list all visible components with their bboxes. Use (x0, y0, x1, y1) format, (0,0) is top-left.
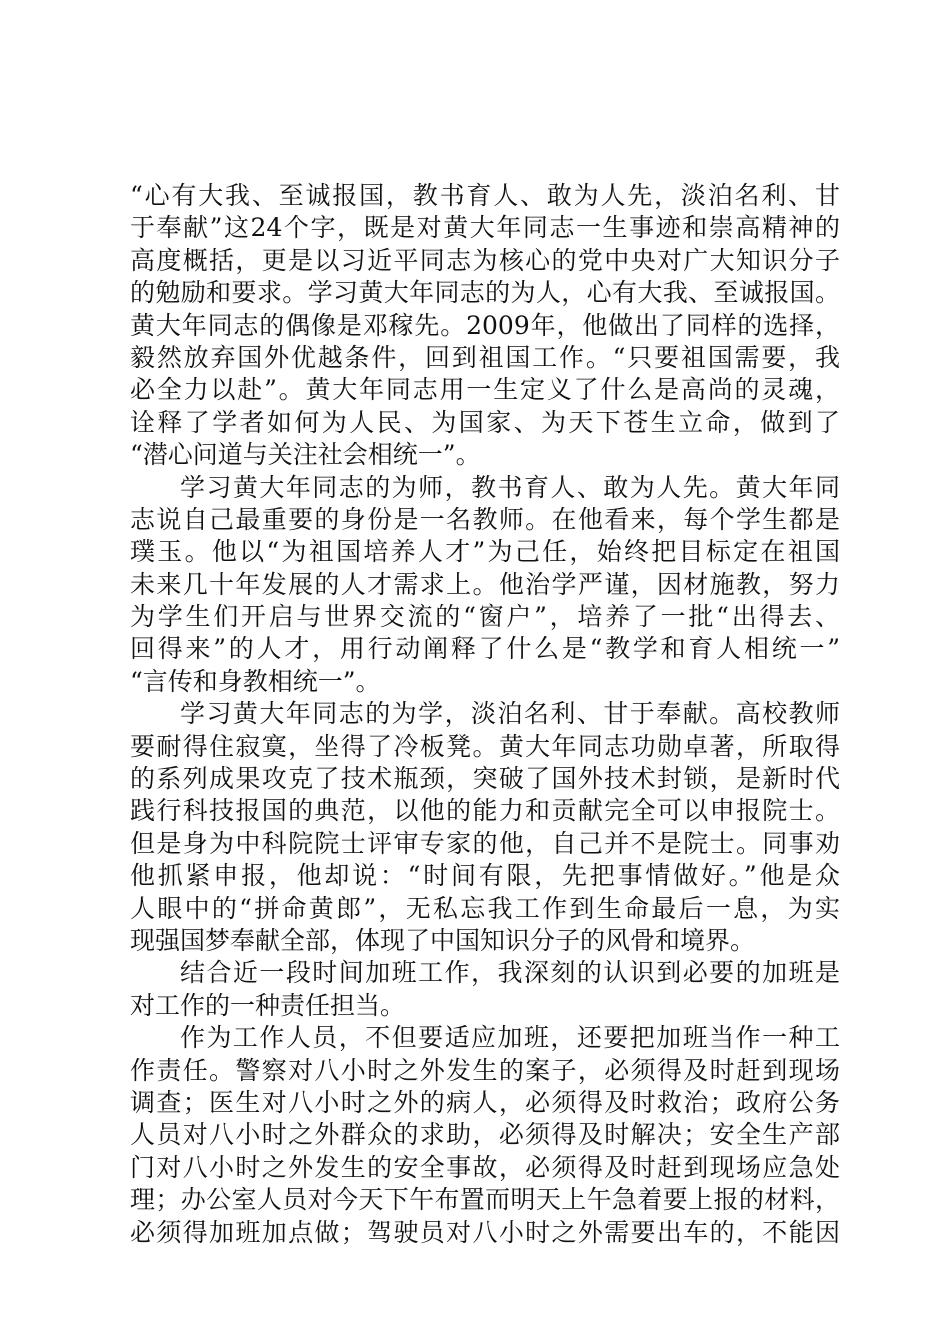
text-line: 作责任。警察对八小时之外发生的案子，必须得及时赶到现场 (130, 1055, 840, 1085)
text-line: 志说自己最重要的身份是一名教师。在他看来，每个学生都是 (130, 504, 840, 534)
paragraph-first-line: 学习黄大年同志的为师，教书育人、敢为人先。黄大年同 (180, 472, 840, 502)
text-line: 他抓紧申报，他却说：“时间有限，先把事情做好。”他是众 (130, 861, 840, 891)
text-line: 于奉献”这24个字，既是对黄大年同志一生事迹和崇高精神的 (130, 213, 840, 243)
paragraph-first-line: 学习黄大年同志的为学，淡泊名利、甘于奉献。高校教师 (180, 699, 840, 729)
text-line: 人眼中的“拼命黄郎”，无私忘我工作到生命最后一息，为实 (130, 893, 840, 923)
text-line: 要耐得住寂寞，坐得了冷板凳。黄大年同志功勋卓著，所取得 (130, 731, 840, 761)
text-line: 毅然放弃国外优越条件，回到祖国工作。“只要祖国需要，我 (130, 342, 840, 372)
paragraph-first-line: 结合近一段时间加班工作，我深刻的认识到必要的加班是 (180, 958, 840, 988)
paragraph-first-line: 作为工作人员，不但要适应加班，还要把加班当作一种工 (180, 1023, 840, 1053)
text-line: 现强国梦奉献全部，体现了中国知识分子的风骨和境界。 (130, 925, 756, 955)
text-line: 但是身为中科院院士评审专家的他，自己并不是院士。同事劝 (130, 828, 840, 858)
text-line: 的系列成果攻克了技术瓶颈，突破了国外技术封锁，是新时代 (130, 764, 840, 794)
text-line: 璞玉。他以“为祖国培养人才”为己任，始终把目标定在祖国 (130, 537, 840, 567)
text-line: “心有大我、至诚报国，教书育人、敢为人先，淡泊名利、甘 (130, 181, 840, 210)
text-line: 黄大年同志的偶像是邓稼先。2009年，他做出了同样的选择， (130, 310, 840, 340)
text-line: 的勉励和要求。学习黄大年同志的为人，心有大我、至诚报国。 (130, 278, 840, 308)
text-line: 人员对八小时之外群众的求助，必须得及时解决；安全生产部 (130, 1120, 840, 1150)
body-text (130, 180, 840, 1249)
text-line: “潜心问道与关注社会相统一”。 (130, 440, 481, 470)
text-line: 必全力以赴”。黄大年同志用一生定义了什么是高尚的灵魂， (130, 375, 840, 405)
text-line: 未来几十年发展的人才需求上。他治学严谨，因材施教，努力 (130, 569, 840, 599)
text-line: 调查；医生对八小时之外的病人，必须得及时救治；政府公务 (130, 1087, 840, 1117)
text-line: 高度概括，更是以习近平同志为核心的党中央对广大知识分子 (130, 245, 840, 275)
text-line: 必须得加班加点做；驾驶员对八小时之外需要出车的，不能因 (130, 1217, 840, 1247)
text-line: 门对八小时之外发生的安全事故，必须得及时赶到现场应急处 (130, 1152, 840, 1182)
text-line: 理；办公室人员对今天下午布置而明天上午急着要上报的材料， (130, 1185, 840, 1215)
text-line: 对工作的一种责任担当。 (130, 990, 406, 1020)
text-line: “言传和身教相统一”。 (130, 666, 381, 696)
text-line: 为学生们开启与世界交流的“窗户”，培养了一批“出得去、 (130, 602, 840, 632)
text-line: 诠释了学者如何为人民、为国家、为天下苍生立命，做到了 (130, 407, 840, 437)
text-line: 践行科技报国的典范，以他的能力和贡献完全可以申报院士。 (130, 796, 840, 826)
text-line: 回得来”的人才，用行动阐释了什么是“教学和育人相统一” (130, 634, 840, 664)
